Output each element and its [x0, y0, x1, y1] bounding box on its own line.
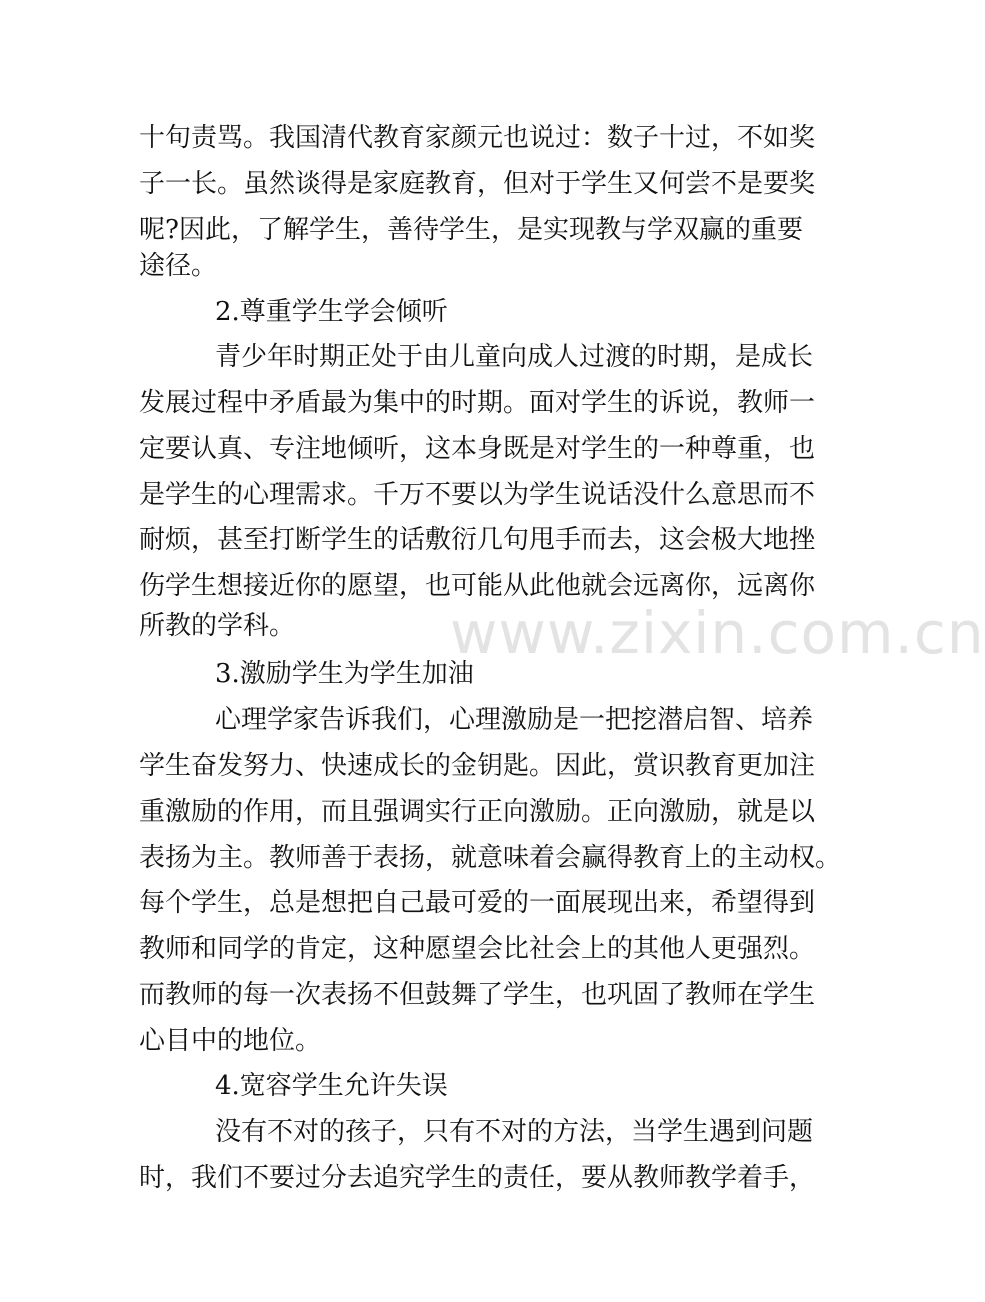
paragraph-line: 伤学生想接近你的愿望，也可能从此他就会远离你，远离你: [139, 571, 816, 601]
paragraph-line: 表扬为主。教师善于表扬，就意味着会赢得教育上的主动权。: [139, 843, 842, 873]
paragraph-line: 呢?因此，了解学生，善待学生，是实现教与学双赢的重要: [139, 215, 803, 245]
watermark: www.zixin.com.cn: [450, 599, 985, 667]
paragraph-line: 没有不对的孩子，只有不对的方法，当学生遇到问题: [215, 1117, 814, 1147]
paragraph-line: 教师和同学的肯定，这种愿望会比社会上的其他人更强烈。: [139, 934, 816, 964]
paragraph-line: 耐烦，甚至打断学生的话敷衍几句甩手而去，这会极大地挫: [139, 525, 816, 555]
paragraph-line: 所教的学科。: [139, 611, 296, 641]
paragraph-line: 重激励的作用，而且强调实行正向激励。正向激励，就是以: [139, 797, 816, 827]
paragraph-line: 途径。: [139, 251, 218, 281]
paragraph-line: 十句责骂。我国清代教育家颜元也说过：数子十过，不如奖: [139, 123, 816, 153]
section-heading: 4.宽容学生允许失误: [215, 1071, 448, 1101]
paragraph-line: 而教师的每一次表扬不但鼓舞了学生，也巩固了教师在学生: [139, 980, 816, 1010]
paragraph-line: 心理学家告诉我们，心理激励是一把挖潜启智、培养: [215, 705, 814, 735]
paragraph-line: 子一长。虽然谈得是家庭教育，但对于学生又何尝不是要奖: [139, 169, 816, 199]
paragraph-line: 是学生的心理需求。千万不要以为学生说话没什么意思而不: [139, 480, 816, 510]
paragraph-line: 青少年时期正处于由儿童向成人过渡的时期，是成长: [215, 342, 814, 372]
paragraph-line: 时，我们不要过分去追究学生的责任，要从教师教学着手，: [139, 1163, 816, 1193]
paragraph-line: 发展过程中矛盾最为集中的时期。面对学生的诉说，教师一: [139, 388, 816, 418]
section-heading: 2.尊重学生学会倾听: [215, 297, 448, 327]
paragraph-line: 心目中的地位。: [139, 1026, 322, 1056]
paragraph-line: 每个学生，总是想把自己最可爱的一面展现出来，希望得到: [139, 888, 816, 918]
section-heading: 3.激励学生为学生加油: [215, 659, 474, 689]
paragraph-line: 定要认真、专注地倾听，这本身既是对学生的一种尊重，也: [139, 434, 816, 464]
paragraph-line: 学生奋发努力、快速成长的金钥匙。因此，赏识教育更加注: [139, 751, 816, 781]
